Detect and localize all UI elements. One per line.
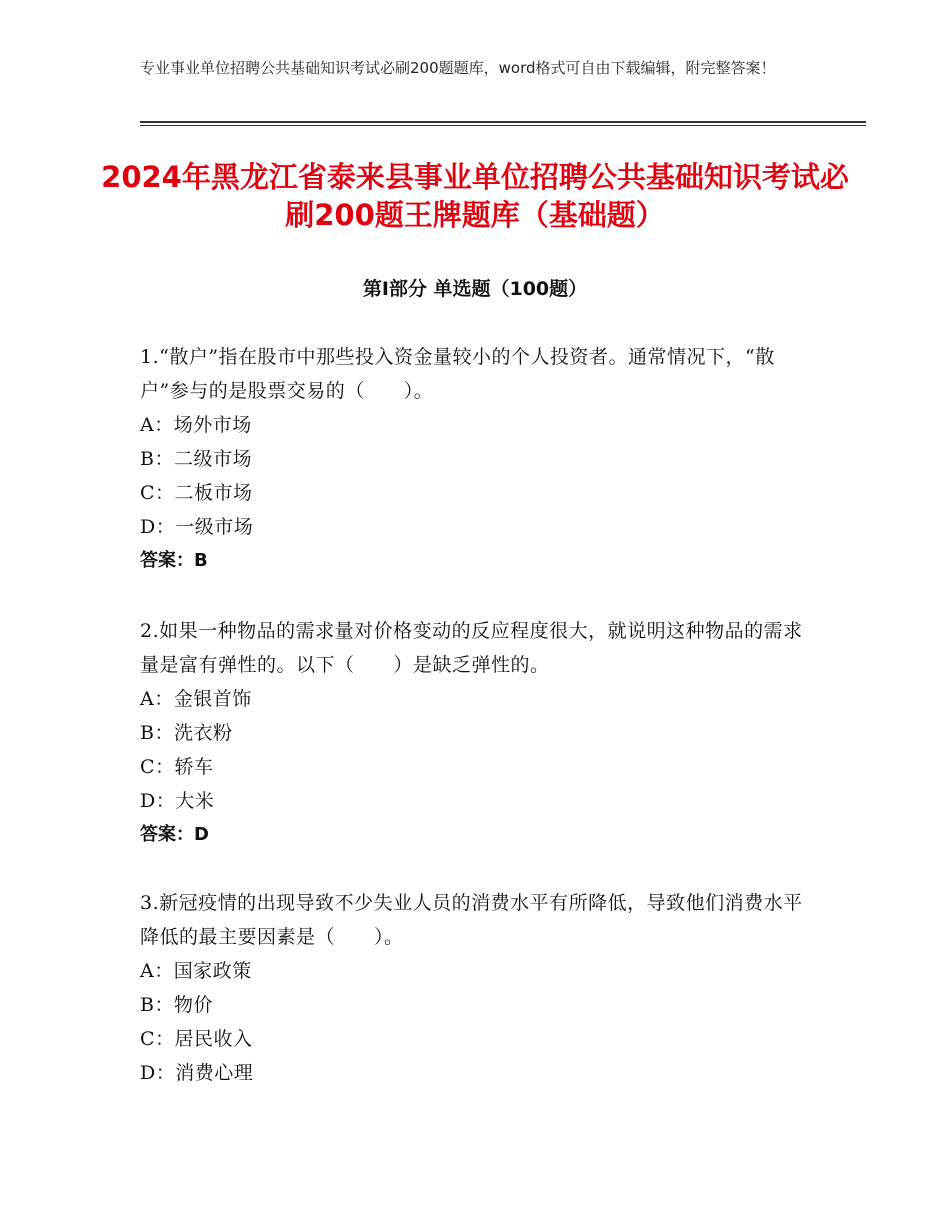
option-d: D：大米 — [140, 790, 215, 812]
document-title: 2024年黑龙江省泰来县事业单位招聘公共基础知识考试必刷200题王牌题库（基础题） — [101, 160, 849, 232]
question-3 — [140, 886, 810, 1090]
option-c: C：居民收入 — [140, 1028, 253, 1050]
option-a: A：场外市场 — [140, 414, 252, 436]
question-2 — [140, 614, 810, 852]
option-b: B：物价 — [140, 994, 213, 1016]
question-stem: 2.如果一种物品的需求量对价格变动的反应程度很大，就说明这种物品的需求量是富有弹性的。以下（ ）是缺乏弹性的。 — [140, 620, 803, 676]
header-note: 专业事业单位招聘公共基础知识考试必刷200题题库，word格式可自由下载编辑，附完整答案！ — [140, 59, 776, 77]
question-stem: 1.“散户”指在股市中那些投入资金量较小的个人投资者。通常情况下，“散户”参与的是股票交易的（ ）。 — [140, 346, 775, 402]
option-b: B：洗衣粉 — [140, 722, 233, 744]
answer-line: 答案：B — [140, 550, 208, 571]
option-c: C：二板市场 — [140, 482, 253, 504]
option-a: A：金银首饰 — [140, 688, 252, 710]
option-b: B：二级市场 — [140, 448, 252, 470]
section-title: 第Ⅰ部分 单选题（100题） — [362, 278, 588, 300]
option-d: D：消费心理 — [140, 1062, 254, 1084]
option-a: A：国家政策 — [140, 960, 252, 982]
question-1 — [140, 340, 810, 578]
question-stem: 3.新冠疫情的出现导致不少失业人员的消费水平有所降低，导致他们消费水平降低的最主要因素是（ ）。 — [140, 892, 803, 948]
option-c: C：轿车 — [140, 756, 214, 778]
option-d: D：一级市场 — [140, 516, 254, 538]
header-rule-thick — [140, 121, 866, 123]
header-rule-thin — [140, 125, 866, 126]
answer-line: 答案：D — [140, 824, 209, 845]
